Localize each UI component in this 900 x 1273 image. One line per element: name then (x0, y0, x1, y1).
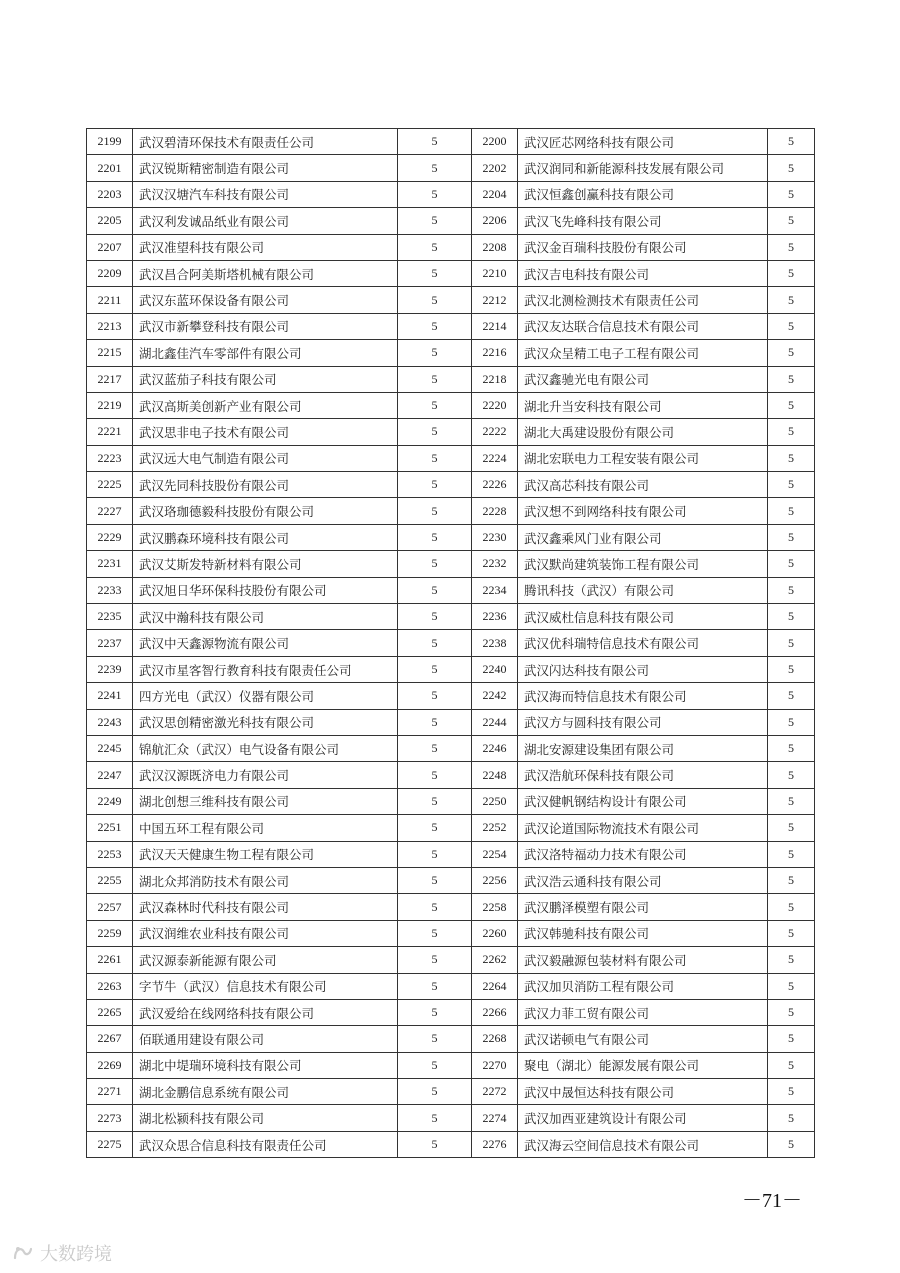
company-name: 武汉中晟恒达科技有限公司 (518, 1079, 768, 1105)
company-name: 湖北升当安科技有限公司 (518, 392, 768, 418)
entry-number: 2214 (472, 313, 518, 339)
score-value: 5 (768, 1079, 815, 1105)
company-name: 武汉海云空间信息技术有限公司 (518, 1131, 768, 1157)
score-value: 5 (398, 498, 472, 524)
table-row (87, 208, 815, 234)
company-name: 武汉洛特福动力技术有限公司 (518, 841, 768, 867)
score-value: 5 (768, 735, 815, 761)
logo-mark-icon (12, 1244, 34, 1262)
company-name: 武汉韩驰科技有限公司 (518, 920, 768, 946)
entry-number: 2235 (87, 604, 133, 630)
entry-number: 2222 (472, 419, 518, 445)
company-name: 武汉众思合信息科技有限责任公司 (133, 1131, 398, 1157)
entry-number: 2218 (472, 366, 518, 392)
table-row (87, 973, 815, 999)
score-value: 5 (398, 181, 472, 207)
score-value: 5 (768, 841, 815, 867)
score-value: 5 (768, 155, 815, 181)
company-name: 武汉力菲工贸有限公司 (518, 999, 768, 1025)
company-name: 武汉东蓝环保设备有限公司 (133, 287, 398, 313)
entry-number: 2246 (472, 735, 518, 761)
entry-number: 2232 (472, 551, 518, 577)
entry-number: 2244 (472, 709, 518, 735)
table-row (87, 788, 815, 814)
entry-number: 2204 (472, 181, 518, 207)
score-value: 5 (398, 709, 472, 735)
watermark (12, 1240, 112, 1266)
entry-number: 2243 (87, 709, 133, 735)
table-body (87, 129, 815, 1158)
entry-number: 2202 (472, 155, 518, 181)
table-row (87, 709, 815, 735)
company-name: 中国五环工程有限公司 (133, 815, 398, 841)
table-row (87, 498, 815, 524)
entry-number: 2237 (87, 630, 133, 656)
score-value: 5 (398, 1131, 472, 1157)
score-value: 5 (768, 524, 815, 550)
entry-number: 2269 (87, 1052, 133, 1078)
entry-number: 2234 (472, 577, 518, 603)
company-name: 武汉诺顿电气有限公司 (518, 1026, 768, 1052)
table-row (87, 577, 815, 603)
entry-number: 2255 (87, 867, 133, 893)
company-name: 武汉市新攀登科技有限公司 (133, 313, 398, 339)
entry-number: 2228 (472, 498, 518, 524)
company-name: 武汉利发诚品纸业有限公司 (133, 208, 398, 234)
company-name: 武汉友达联合信息技术有限公司 (518, 313, 768, 339)
entry-number: 2261 (87, 947, 133, 973)
company-name: 武汉方与圆科技有限公司 (518, 709, 768, 735)
entry-number: 2245 (87, 735, 133, 761)
score-value: 5 (768, 762, 815, 788)
table-row (87, 1079, 815, 1105)
entry-number: 2266 (472, 999, 518, 1025)
entry-number: 2258 (472, 894, 518, 920)
score-value: 5 (768, 920, 815, 946)
score-value: 5 (768, 788, 815, 814)
entry-number: 2242 (472, 683, 518, 709)
entry-number: 2226 (472, 472, 518, 498)
score-value: 5 (768, 894, 815, 920)
entry-number: 2274 (472, 1105, 518, 1131)
entry-number: 2252 (472, 815, 518, 841)
score-value: 5 (768, 1131, 815, 1157)
entry-number: 2205 (87, 208, 133, 234)
table-row (87, 392, 815, 418)
company-name: 武汉加贝消防工程有限公司 (518, 973, 768, 999)
entry-number: 2265 (87, 999, 133, 1025)
company-name: 武汉默尚建筑装饰工程有限公司 (518, 551, 768, 577)
entry-number: 2211 (87, 287, 133, 313)
score-value: 5 (768, 234, 815, 260)
entry-number: 2231 (87, 551, 133, 577)
table-row (87, 841, 815, 867)
table-row (87, 445, 815, 471)
score-value: 5 (398, 313, 472, 339)
score-value: 5 (398, 524, 472, 550)
entry-number: 2206 (472, 208, 518, 234)
company-name: 武汉思创精密激光科技有限公司 (133, 709, 398, 735)
table-row (87, 287, 815, 313)
company-name: 聚电（湖北）能源发展有限公司 (518, 1052, 768, 1078)
score-value: 5 (768, 392, 815, 418)
table-row (87, 683, 815, 709)
table-row (87, 920, 815, 946)
company-name: 武汉鑫乘风门业有限公司 (518, 524, 768, 550)
table-row (87, 524, 815, 550)
score-value: 5 (398, 472, 472, 498)
entry-number: 2264 (472, 973, 518, 999)
table-row (87, 947, 815, 973)
entry-number: 2230 (472, 524, 518, 550)
company-name: 武汉锐斯精密制造有限公司 (133, 155, 398, 181)
table-row (87, 1052, 815, 1078)
company-name: 武汉润同和新能源科技发展有限公司 (518, 155, 768, 181)
entry-number: 2216 (472, 340, 518, 366)
entry-number: 2210 (472, 260, 518, 286)
company-name: 武汉浩航环保科技有限公司 (518, 762, 768, 788)
entry-number: 2273 (87, 1105, 133, 1131)
score-value: 5 (768, 313, 815, 339)
entry-number: 2199 (87, 129, 133, 155)
entry-number: 2212 (472, 287, 518, 313)
company-name: 武汉鑫驰光电有限公司 (518, 366, 768, 392)
entry-number: 2248 (472, 762, 518, 788)
score-value: 5 (768, 577, 815, 603)
table-row (87, 1105, 815, 1131)
score-value: 5 (398, 260, 472, 286)
company-name: 武汉源泰新能源有限公司 (133, 947, 398, 973)
score-value: 5 (398, 129, 472, 155)
score-value: 5 (768, 656, 815, 682)
score-value: 5 (398, 577, 472, 603)
score-value: 5 (768, 1052, 815, 1078)
company-name: 武汉思非电子技术有限公司 (133, 419, 398, 445)
score-value: 5 (768, 340, 815, 366)
company-name: 武汉鹏泽模塑有限公司 (518, 894, 768, 920)
score-value: 5 (398, 841, 472, 867)
score-value: 5 (398, 392, 472, 418)
score-value: 5 (398, 1079, 472, 1105)
score-value: 5 (768, 287, 815, 313)
score-value: 5 (398, 973, 472, 999)
entry-number: 2253 (87, 841, 133, 867)
score-value: 5 (398, 894, 472, 920)
score-value: 5 (768, 947, 815, 973)
company-name: 武汉北测检测技术有限责任公司 (518, 287, 768, 313)
company-name: 武汉中瀚科技有限公司 (133, 604, 398, 630)
company-name: 湖北创想三维科技有限公司 (133, 788, 398, 814)
entry-number: 2239 (87, 656, 133, 682)
score-value: 5 (398, 788, 472, 814)
company-name: 武汉吉电科技有限公司 (518, 260, 768, 286)
score-value: 5 (768, 815, 815, 841)
table-row (87, 472, 815, 498)
table-row (87, 604, 815, 630)
company-name: 武汉汉塘汽车科技有限公司 (133, 181, 398, 207)
table-row (87, 630, 815, 656)
table-row (87, 735, 815, 761)
entry-number: 2240 (472, 656, 518, 682)
score-value: 5 (398, 867, 472, 893)
score-value: 5 (398, 999, 472, 1025)
company-name: 武汉鹏森环境科技有限公司 (133, 524, 398, 550)
score-value: 5 (398, 1105, 472, 1131)
entry-number: 2220 (472, 392, 518, 418)
table-row (87, 867, 815, 893)
score-value: 5 (768, 445, 815, 471)
entry-number: 2254 (472, 841, 518, 867)
score-value: 5 (768, 999, 815, 1025)
company-name: 武汉远大电气制造有限公司 (133, 445, 398, 471)
score-value: 5 (398, 234, 472, 260)
score-value: 5 (398, 445, 472, 471)
table-row (87, 340, 815, 366)
company-name: 湖北众邦消防技术有限公司 (133, 867, 398, 893)
entry-number: 2251 (87, 815, 133, 841)
company-name: 武汉海而特信息技术有限公司 (518, 683, 768, 709)
entry-number: 2276 (472, 1131, 518, 1157)
entry-number: 2275 (87, 1131, 133, 1157)
table-row (87, 999, 815, 1025)
entry-number: 2223 (87, 445, 133, 471)
score-value: 5 (398, 735, 472, 761)
company-name: 武汉健帆钢结构设计有限公司 (518, 788, 768, 814)
company-name: 武汉众呈精工电子工程有限公司 (518, 340, 768, 366)
score-value: 5 (398, 340, 472, 366)
score-value: 5 (768, 498, 815, 524)
score-value: 5 (398, 947, 472, 973)
score-value: 5 (398, 155, 472, 181)
table-row (87, 1131, 815, 1157)
score-value: 5 (398, 208, 472, 234)
entry-number: 2200 (472, 129, 518, 155)
company-name: 湖北鑫佳汽车零部件有限公司 (133, 340, 398, 366)
score-value: 5 (768, 630, 815, 656)
entry-number: 2241 (87, 683, 133, 709)
company-name: 武汉先同科技股份有限公司 (133, 472, 398, 498)
score-value: 5 (768, 551, 815, 577)
table-row (87, 129, 815, 155)
score-value: 5 (398, 920, 472, 946)
company-name: 锦航汇众（武汉）电气设备有限公司 (133, 735, 398, 761)
table-row (87, 815, 815, 841)
company-name: 武汉毅融源包装材料有限公司 (518, 947, 768, 973)
entry-number: 2250 (472, 788, 518, 814)
company-name: 湖北松颍科技有限公司 (133, 1105, 398, 1131)
company-score-table (86, 128, 815, 1158)
entry-number: 2257 (87, 894, 133, 920)
entry-number: 2247 (87, 762, 133, 788)
entry-number: 2260 (472, 920, 518, 946)
score-value: 5 (768, 181, 815, 207)
company-name: 武汉加西亚建筑设计有限公司 (518, 1105, 768, 1131)
entry-number: 2208 (472, 234, 518, 260)
table-row (87, 234, 815, 260)
score-value: 5 (398, 1026, 472, 1052)
score-value: 5 (768, 472, 815, 498)
entry-number: 2213 (87, 313, 133, 339)
entry-number: 2215 (87, 340, 133, 366)
entry-number: 2224 (472, 445, 518, 471)
score-value: 5 (398, 1052, 472, 1078)
entry-number: 2249 (87, 788, 133, 814)
score-value: 5 (768, 260, 815, 286)
company-name: 武汉高斯美创新产业有限公司 (133, 392, 398, 418)
score-value: 5 (768, 366, 815, 392)
company-name: 腾讯科技（武汉）有限公司 (518, 577, 768, 603)
table-row (87, 551, 815, 577)
entry-number: 2236 (472, 604, 518, 630)
score-value: 5 (768, 604, 815, 630)
company-name: 湖北金鹏信息系统有限公司 (133, 1079, 398, 1105)
table-row (87, 181, 815, 207)
watermark-text: 大数跨境 (40, 1244, 112, 1265)
company-name: 佰联通用建设有限公司 (133, 1026, 398, 1052)
company-name: 武汉匠芯网络科技有限公司 (518, 129, 768, 155)
entry-number: 2256 (472, 867, 518, 893)
score-value: 5 (398, 762, 472, 788)
table-row (87, 366, 815, 392)
score-value: 5 (768, 867, 815, 893)
entry-number: 2209 (87, 260, 133, 286)
table-row (87, 313, 815, 339)
company-name: 武汉论道国际物流技术有限公司 (518, 815, 768, 841)
company-name: 四方光电（武汉）仪器有限公司 (133, 683, 398, 709)
entry-number: 2238 (472, 630, 518, 656)
entry-number: 2267 (87, 1026, 133, 1052)
score-value: 5 (398, 683, 472, 709)
company-name: 湖北宏联电力工程安装有限公司 (518, 445, 768, 471)
score-value: 5 (398, 604, 472, 630)
company-name: 武汉森林时代科技有限公司 (133, 894, 398, 920)
company-name: 武汉旭日华环保科技股份有限公司 (133, 577, 398, 603)
company-name: 武汉浩云通科技有限公司 (518, 867, 768, 893)
score-value: 5 (398, 366, 472, 392)
company-name: 武汉中天鑫源物流有限公司 (133, 630, 398, 656)
score-value: 5 (768, 973, 815, 999)
score-value: 5 (398, 419, 472, 445)
score-value: 5 (768, 683, 815, 709)
table-row (87, 155, 815, 181)
score-value: 5 (398, 287, 472, 313)
company-name: 武汉昌合阿美斯塔机械有限公司 (133, 260, 398, 286)
entry-number: 2259 (87, 920, 133, 946)
company-name: 武汉艾斯发特新材料有限公司 (133, 551, 398, 577)
company-name: 武汉飞先峰科技有限公司 (518, 208, 768, 234)
company-name: 武汉市星客智行教育科技有限责任公司 (133, 656, 398, 682)
entry-number: 2229 (87, 524, 133, 550)
company-name: 武汉金百瑞科技股份有限公司 (518, 234, 768, 260)
entry-number: 2203 (87, 181, 133, 207)
score-value: 5 (398, 630, 472, 656)
company-name: 武汉蓝茄子科技有限公司 (133, 366, 398, 392)
entry-number: 2262 (472, 947, 518, 973)
score-value: 5 (768, 208, 815, 234)
score-value: 5 (768, 419, 815, 445)
entry-number: 2219 (87, 392, 133, 418)
company-name: 武汉润维农业科技有限公司 (133, 920, 398, 946)
table-row (87, 762, 815, 788)
entry-number: 2263 (87, 973, 133, 999)
score-value: 5 (398, 656, 472, 682)
company-name: 武汉想不到网络科技有限公司 (518, 498, 768, 524)
company-name: 武汉汉源既济电力有限公司 (133, 762, 398, 788)
company-name: 武汉爱给在线网络科技有限公司 (133, 999, 398, 1025)
entry-number: 2268 (472, 1026, 518, 1052)
entry-number: 2227 (87, 498, 133, 524)
company-name: 武汉闪达科技有限公司 (518, 656, 768, 682)
entry-number: 2270 (472, 1052, 518, 1078)
score-value: 5 (398, 551, 472, 577)
company-name: 湖北中堤瑞环境科技有限公司 (133, 1052, 398, 1078)
company-name: 武汉天天健康生物工程有限公司 (133, 841, 398, 867)
score-value: 5 (398, 815, 472, 841)
score-value: 5 (768, 129, 815, 155)
company-name: 武汉准望科技有限公司 (133, 234, 398, 260)
entry-number: 2271 (87, 1079, 133, 1105)
company-name: 武汉优科瑞特信息技术有限公司 (518, 630, 768, 656)
company-name: 武汉珞珈德毅科技股份有限公司 (133, 498, 398, 524)
table-row (87, 1026, 815, 1052)
score-value: 5 (768, 1026, 815, 1052)
company-name: 武汉威杜信息科技有限公司 (518, 604, 768, 630)
table-row (87, 419, 815, 445)
company-name: 武汉高芯科技有限公司 (518, 472, 768, 498)
entry-number: 2272 (472, 1079, 518, 1105)
entry-number: 2233 (87, 577, 133, 603)
table-row (87, 894, 815, 920)
table-row (87, 656, 815, 682)
company-name: 字节牛（武汉）信息技术有限公司 (133, 973, 398, 999)
company-name: 湖北大禹建设股份有限公司 (518, 419, 768, 445)
score-value: 5 (768, 1105, 815, 1131)
company-name: 湖北安源建设集团有限公司 (518, 735, 768, 761)
entry-number: 2225 (87, 472, 133, 498)
entry-number: 2207 (87, 234, 133, 260)
entry-number: 2221 (87, 419, 133, 445)
table-row (87, 260, 815, 286)
entry-number: 2201 (87, 155, 133, 181)
page-number: －71－ (742, 1190, 802, 1212)
company-name: 武汉恒鑫创赢科技有限公司 (518, 181, 768, 207)
company-name: 武汉碧清环保技术有限责任公司 (133, 129, 398, 155)
entry-number: 2217 (87, 366, 133, 392)
score-value: 5 (768, 709, 815, 735)
